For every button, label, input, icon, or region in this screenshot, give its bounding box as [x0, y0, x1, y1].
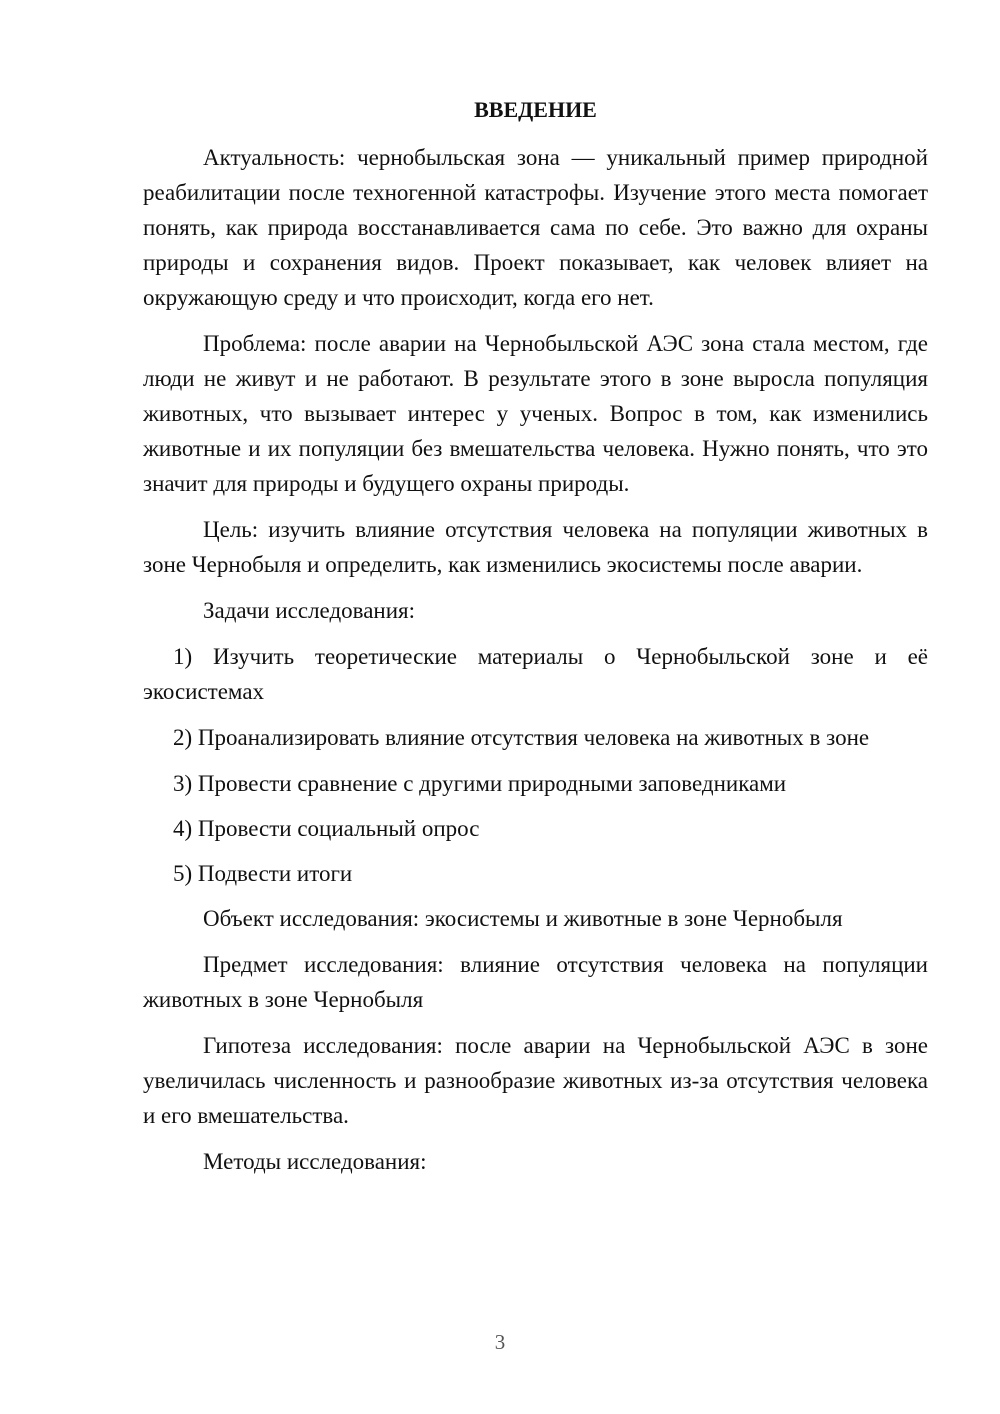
tasks-list [143, 639, 928, 891]
list-item: 5) Подвести итоги [173, 861, 353, 886]
paragraph-problem: Проблема: после аварии на Чернобыльской АЭС зона стала местом, где люди не живут и не работают. В результате этого в зоне выросла популяция животных, что вызывает интерес у ученых. Вопрос в том, как изменились животные и их популяции без вмешательства человека. Нужно понять, что это значит для природы и будущего охраны природы. [143, 331, 928, 496]
document-page [143, 95, 928, 1190]
list-item: 3) Провести сравнение с другими природными заповедниками [173, 771, 787, 796]
paragraph-relevance: Актуальность: чернобыльская зона — уникальный пример природной реабилитации после техногенной катастрофы. Изучение этого места помогает понять, как природа восстанавливается сама по себе. Это важно для охраны природы и сохранения видов. Проект показывает, как человек влияет на окружающую среду и что происходит, когда его нет. [143, 145, 928, 310]
methods-title: Методы исследования: [203, 1149, 427, 1174]
list-item: 1) Изучить теоретические материалы о Чернобыльской зоне и её экосистемах [143, 644, 928, 704]
paragraph-object: Объект исследования: экосистемы и животные в зоне Чернобыля [203, 906, 843, 931]
list-item: 2) Проанализировать влияние отсутствия человека на животных в зоне [173, 725, 870, 750]
list-item: 4) Провести социальный опрос [173, 816, 480, 841]
page-number: 3 [494, 1330, 506, 1354]
page-title: ВВЕДЕНИЕ [474, 97, 597, 122]
paragraph-subject: Предмет исследования: влияние отсутствия человека на популяции животных в зоне Чернобыля [143, 952, 928, 1012]
tasks-title: Задачи исследования: [203, 598, 416, 623]
paragraph-goal: Цель: изучить влияние отсутствия человека на популяции животных в зоне Чернобыля и определить, как изменились экосистемы после аварии. [143, 517, 928, 577]
paragraph-hypothesis: Гипотеза исследования: после аварии на Чернобыльской АЭС в зоне увеличилась численность и разнообразие животных из-за отсутствия человека и его вмешательства. [143, 1033, 928, 1128]
